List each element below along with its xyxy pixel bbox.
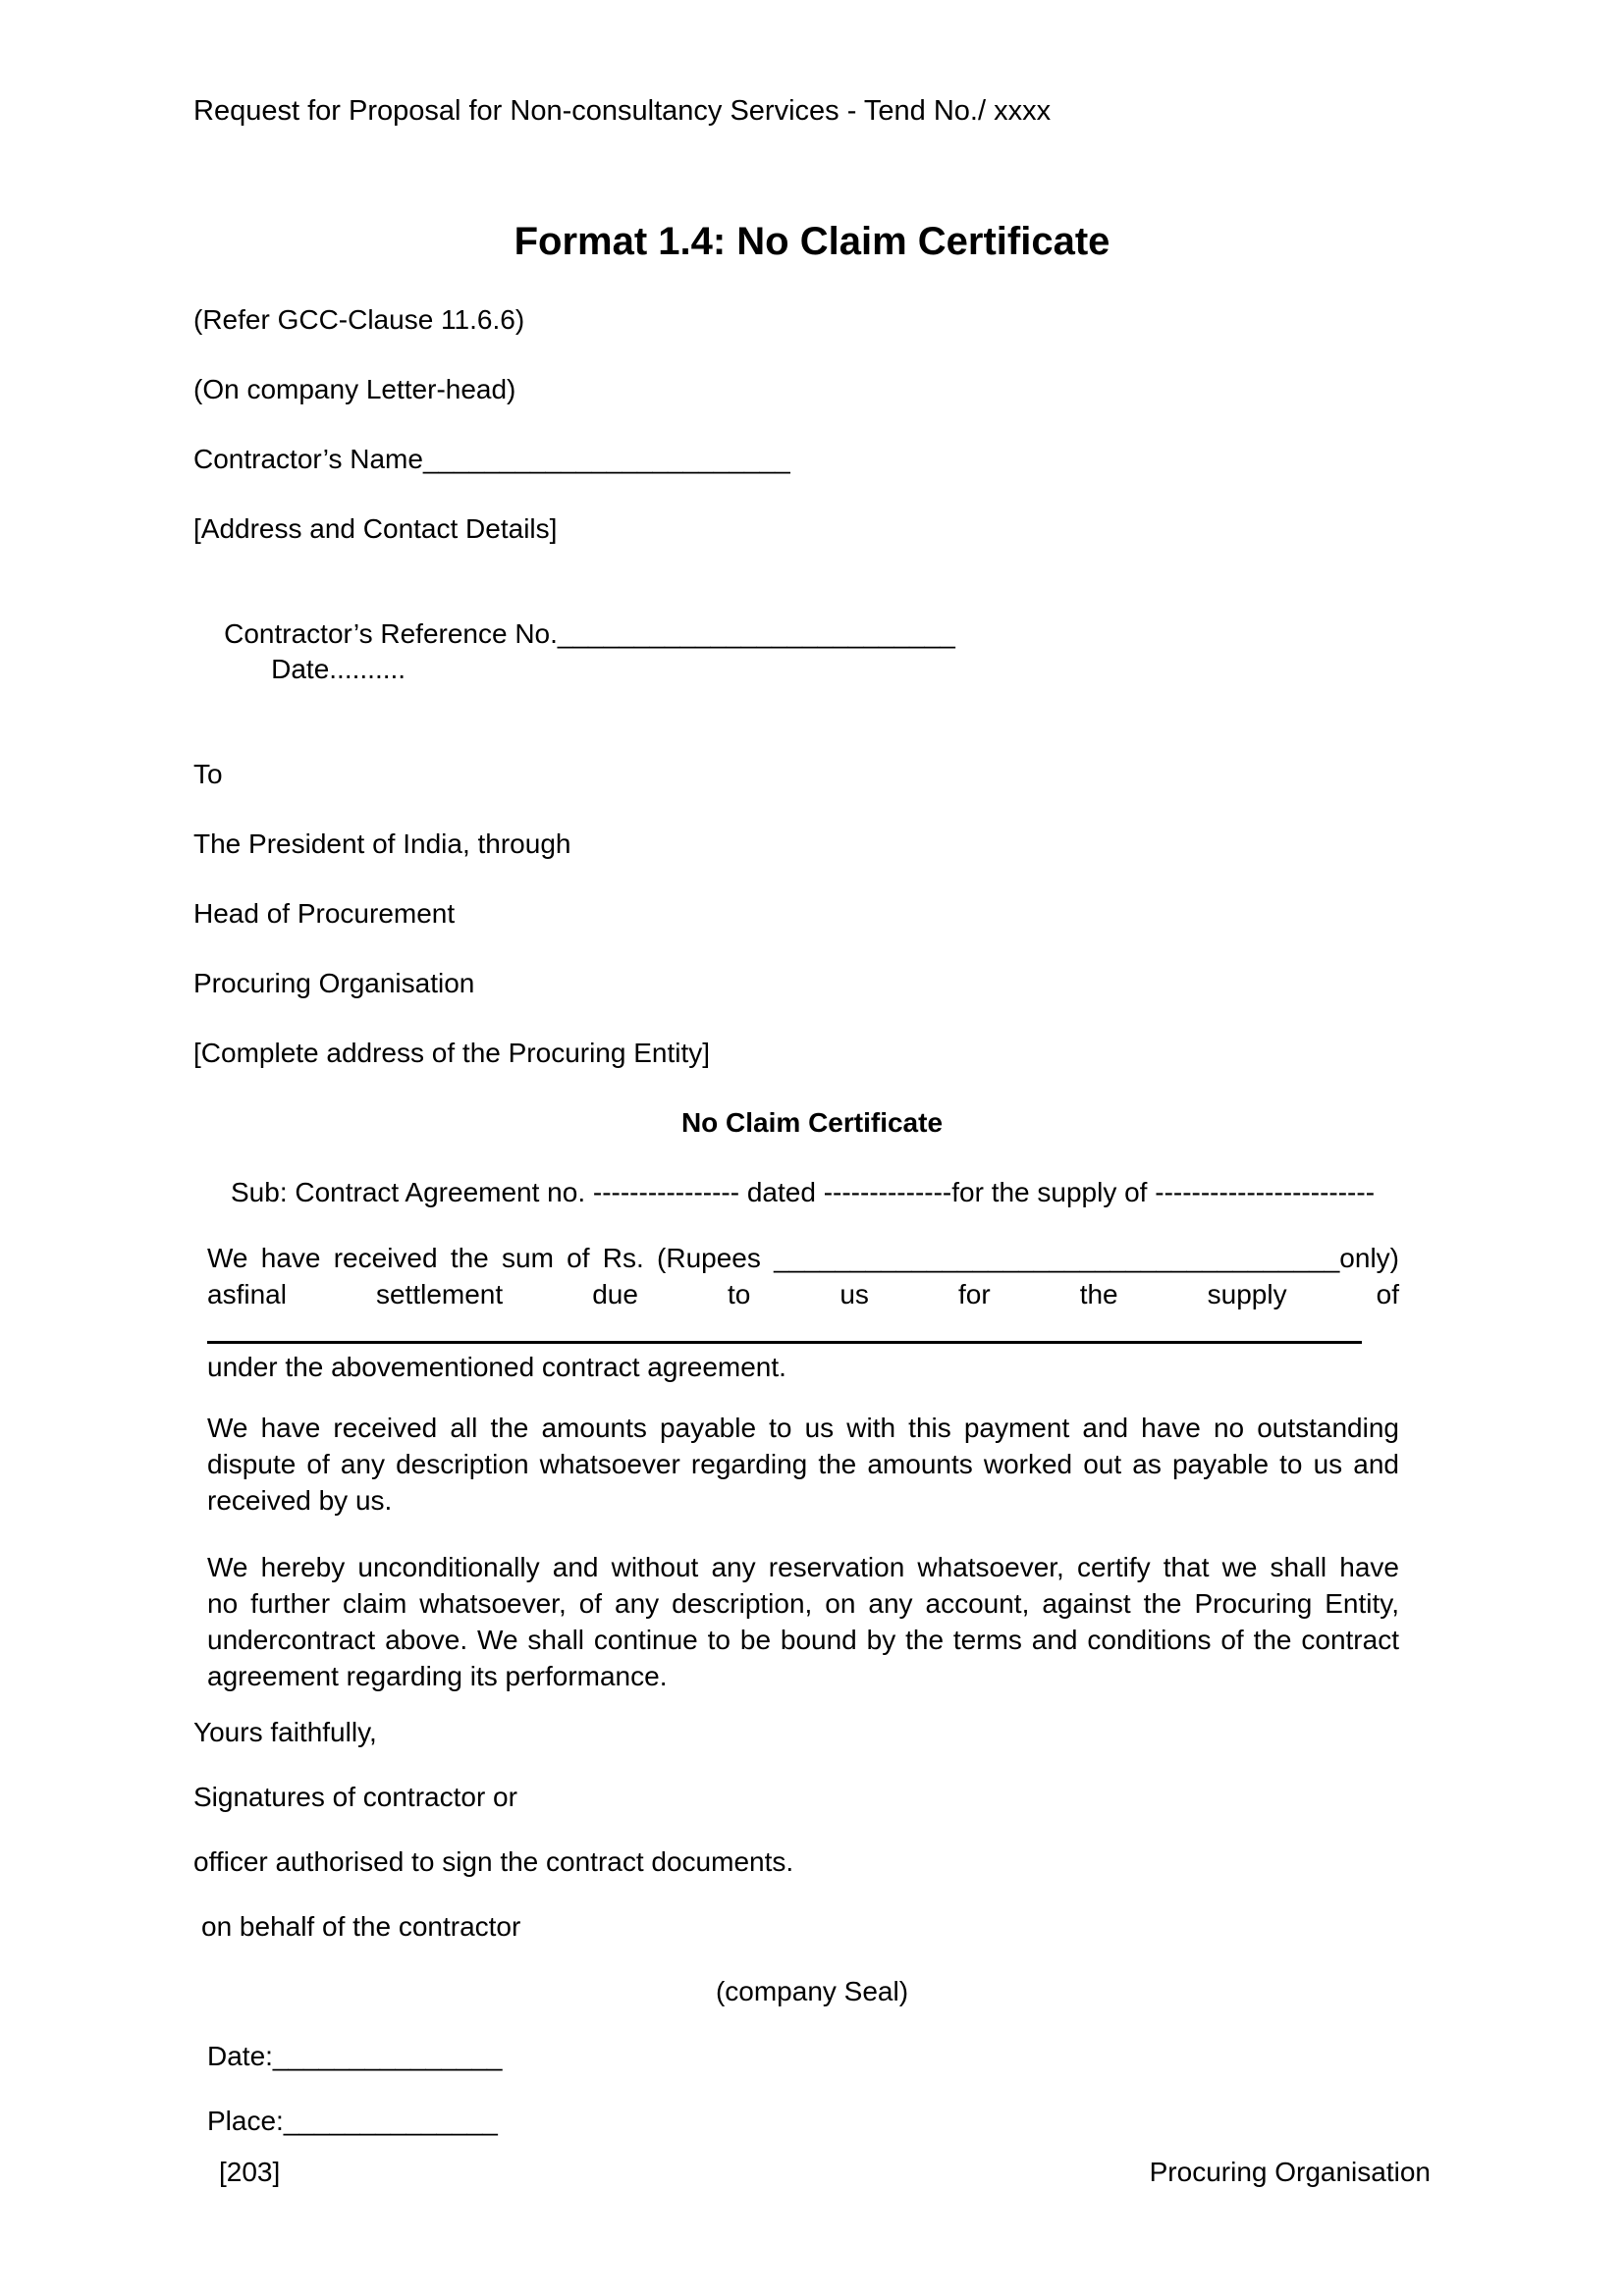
- paragraph-line: We have received all the amounts payable to us with this payment and have no outstanding: [207, 1413, 1399, 1443]
- paragraph-line: We have received the sum of Rs. (Rupees _____________________________________only): [207, 1243, 1399, 1273]
- paragraph-line: under the abovementioned contract agreement.: [207, 1352, 786, 1382]
- addressee-president: The President of India, through: [193, 828, 571, 859]
- paragraph-line: agreement regarding its performance.: [207, 1661, 668, 1691]
- blank-fill-line: [207, 1312, 1399, 1349]
- certificate-subtitle: No Claim Certificate: [680, 1107, 944, 1138]
- paragraph-line: no further claim whatsoever, of any description, on any account, against the Procuring Entity,: [207, 1588, 1399, 1619]
- paragraph-received-sum: [207, 1240, 1399, 1385]
- refer-clause-note: (Refer GCC-Clause 11.6.6): [193, 304, 525, 335]
- addressee-head-of-procurement: Head of Procurement: [193, 898, 456, 929]
- paragraph-line: We hereby unconditionally and without any reservation whatsoever, certify that we shall have: [207, 1552, 1399, 1582]
- closing-yours-faithfully: Yours faithfully,: [193, 1717, 377, 1747]
- page-footer: [193, 2155, 1431, 2190]
- paragraph-no-dispute: [207, 1410, 1399, 1519]
- date-dotted-field: Date..........: [271, 654, 406, 684]
- salutation-to: To: [193, 759, 223, 789]
- page-title: Format 1.4: No Claim Certificate: [514, 220, 1110, 263]
- document-header: Request for Proposal for Non-consultancy Services - Tend No./ xxxx: [193, 95, 1052, 127]
- paragraph-line: asfinal settlement due to us for the supply of: [207, 1279, 1399, 1309]
- footer-organisation: Procuring Organisation: [1149, 2157, 1431, 2187]
- paragraph-line: received by us.: [207, 1485, 393, 1516]
- closing-officer-authorised: officer authorised to sign the contract documents.: [193, 1846, 794, 1877]
- date-blank-field: Date:_______________: [207, 2041, 503, 2071]
- reference-no-field: Contractor’s Reference No.__________________________: [224, 618, 955, 649]
- closing-on-behalf: on behalf of the contractor: [201, 1911, 521, 1942]
- address-placeholder: [Address and Contact Details]: [193, 513, 558, 544]
- company-seal-note: (company Seal): [715, 1976, 909, 2006]
- page-number: [203]: [219, 2157, 281, 2187]
- paragraph-line: dispute of any description whatsoever regarding the amounts worked out as payable to us and: [207, 1449, 1399, 1479]
- paragraph-no-further-claim: [207, 1549, 1399, 1694]
- contractor-name-field: Contractor’s Name________________________: [193, 444, 790, 474]
- letterhead-note: (On company Letter-head): [193, 374, 516, 404]
- addressee-organisation: Procuring Organisation: [193, 968, 475, 998]
- subject-line: Sub: Contract Agreement no. ---------------- dated --------------for the supply of ------------------------: [231, 1177, 1376, 1207]
- reference-row: [193, 581, 1431, 722]
- paragraph-line: undercontract above. We shall continue to be bound by the terms and conditions of the contract: [207, 1625, 1399, 1655]
- closing-signatures: Signatures of contractor or: [193, 1782, 517, 1812]
- addressee-complete-address: [Complete address of the Procuring Entity]: [193, 1038, 711, 1068]
- place-blank-field: Place:______________: [207, 2106, 498, 2136]
